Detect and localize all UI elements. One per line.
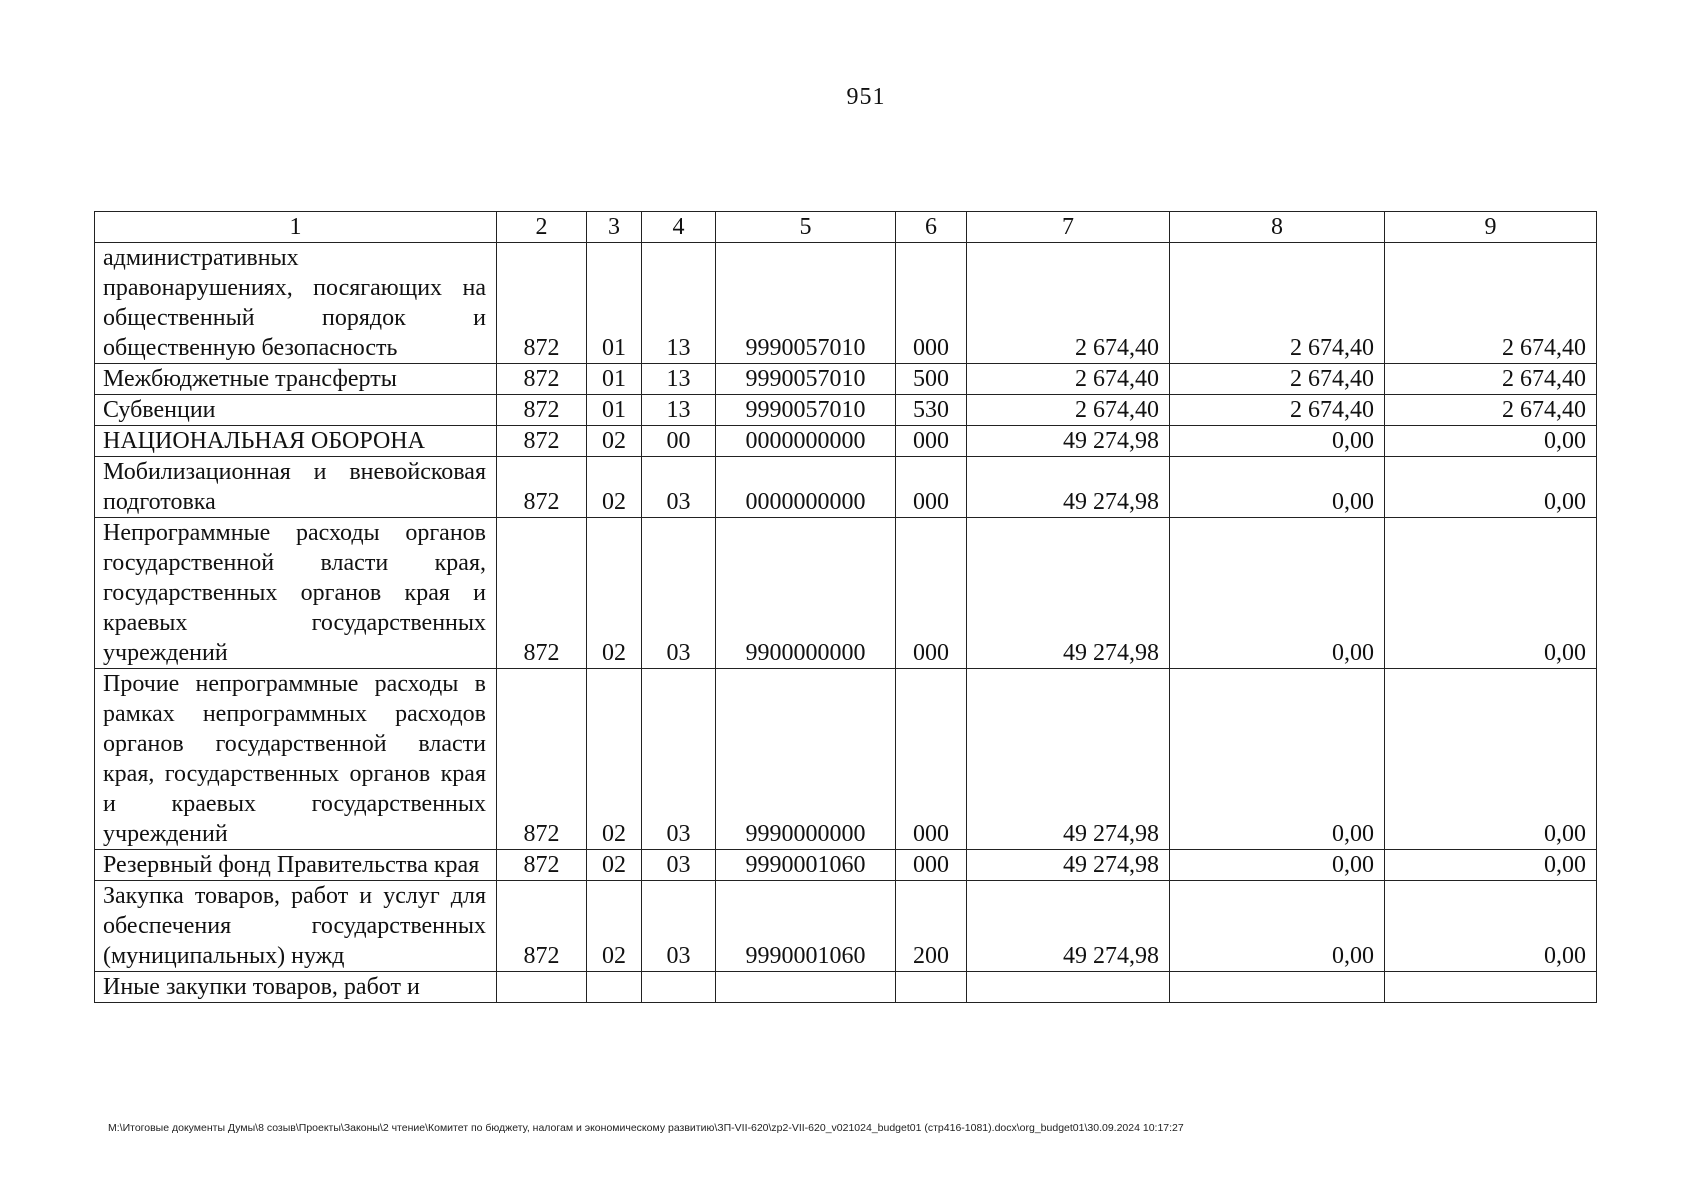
header-cell-6: 6: [896, 212, 967, 243]
row-amount-col8: [1170, 972, 1385, 1003]
row-section: 01: [587, 364, 642, 395]
row-name: Иные закупки товаров, работ и: [95, 972, 497, 1003]
row-subsection: 13: [642, 395, 716, 426]
header-row: [95, 212, 1597, 243]
row-subsection: 00: [642, 426, 716, 457]
row-amount-col7: 2 674,40: [967, 243, 1170, 364]
row-amount-col7: 49 274,98: [967, 518, 1170, 669]
row-expense-type: 530: [896, 395, 967, 426]
row-amount-col8: 0,00: [1170, 881, 1385, 972]
row-section: 02: [587, 850, 642, 881]
row-expense-type: 000: [896, 518, 967, 669]
row-admin-code: 872: [497, 669, 587, 850]
row-subsection: 13: [642, 243, 716, 364]
row-subsection: 03: [642, 850, 716, 881]
row-expense-type: 000: [896, 243, 967, 364]
row-amount-col9: 0,00: [1385, 881, 1597, 972]
row-expense-type: 000: [896, 457, 967, 518]
row-target-article: 9990057010: [716, 243, 896, 364]
row-name: административных правонарушениях, посягающих на общественный порядок и общественную безопасность: [95, 243, 497, 364]
row-amount-col8: 0,00: [1170, 426, 1385, 457]
header-cell-7: 7: [967, 212, 1170, 243]
row-target-article: 9990001060: [716, 881, 896, 972]
row-amount-col7: 2 674,40: [967, 364, 1170, 395]
row-subsection: 03: [642, 669, 716, 850]
row-amount-col9: 0,00: [1385, 426, 1597, 457]
row-target-article: 9990057010: [716, 395, 896, 426]
row-expense-type: 000: [896, 669, 967, 850]
row-amount-col8: 0,00: [1170, 518, 1385, 669]
row-section: 02: [587, 426, 642, 457]
row-admin-code: 872: [497, 395, 587, 426]
row-target-article: 0000000000: [716, 457, 896, 518]
table-row: [95, 972, 1597, 1003]
row-target-article: 9990057010: [716, 364, 896, 395]
row-expense-type: 000: [896, 850, 967, 881]
header-cell-3: 3: [587, 212, 642, 243]
header-cell-5: 5: [716, 212, 896, 243]
document-path-footer: M:\Итоговые документы Думы\8 созыв\Проекты\Законы\2 чтение\Комитет по бюджету, налогам и экономическому развитию\ЗП-VII-620\zp2-VII-620_v021024_budget01 (стр416-1081).docx\org_budget01\30.09.2024 10:17:27: [108, 1122, 1184, 1134]
row-amount-col9: 2 674,40: [1385, 243, 1597, 364]
row-target-article: 9900000000: [716, 518, 896, 669]
row-expense-type: 500: [896, 364, 967, 395]
page-number: 951: [846, 84, 886, 110]
row-amount-col9: 2 674,40: [1385, 364, 1597, 395]
row-amount-col7: 49 274,98: [967, 850, 1170, 881]
header-cell-1: 1: [95, 212, 497, 243]
row-amount-col9: 0,00: [1385, 669, 1597, 850]
row-section: 02: [587, 518, 642, 669]
row-admin-code: 872: [497, 243, 587, 364]
row-admin-code: 872: [497, 518, 587, 669]
row-amount-col7: [967, 972, 1170, 1003]
row-amount-col8: 2 674,40: [1170, 395, 1385, 426]
row-subsection: 03: [642, 457, 716, 518]
budget-table: [94, 211, 1597, 1003]
row-amount-col9: 2 674,40: [1385, 395, 1597, 426]
table-row: [95, 457, 1597, 518]
row-amount-col8: 0,00: [1170, 850, 1385, 881]
table-row: [95, 395, 1597, 426]
row-section: 02: [587, 457, 642, 518]
row-expense-type: [896, 972, 967, 1003]
row-name: Резервный фонд Правительства края: [95, 850, 497, 881]
row-subsection: 13: [642, 364, 716, 395]
row-admin-code: 872: [497, 426, 587, 457]
row-amount-col8: 0,00: [1170, 457, 1385, 518]
row-amount-col7: 49 274,98: [967, 457, 1170, 518]
table-row: [95, 426, 1597, 457]
row-admin-code: 872: [497, 457, 587, 518]
row-admin-code: 872: [497, 881, 587, 972]
row-amount-col8: 2 674,40: [1170, 243, 1385, 364]
header-cell-9: 9: [1385, 212, 1597, 243]
row-amount-col9: 0,00: [1385, 850, 1597, 881]
row-amount-col7: 49 274,98: [967, 426, 1170, 457]
row-amount-col7: 49 274,98: [967, 881, 1170, 972]
row-section: 01: [587, 243, 642, 364]
row-name: Прочие непрограммные расходы в рамках непрограммных расходов органов государственной власти края, государственных органов края и краевых государственных учреждений: [95, 669, 497, 850]
row-section: [587, 972, 642, 1003]
table-row: [95, 518, 1597, 669]
row-amount-col7: 2 674,40: [967, 395, 1170, 426]
row-amount-col9: 0,00: [1385, 518, 1597, 669]
row-expense-type: 000: [896, 426, 967, 457]
row-amount-col7: 49 274,98: [967, 669, 1170, 850]
table-row: [95, 669, 1597, 850]
row-admin-code: 872: [497, 364, 587, 395]
row-amount-col9: [1385, 972, 1597, 1003]
row-amount-col8: 2 674,40: [1170, 364, 1385, 395]
row-subsection: 03: [642, 518, 716, 669]
row-name: НАЦИОНАЛЬНАЯ ОБОРОНА: [95, 426, 497, 457]
row-admin-code: 872: [497, 850, 587, 881]
row-name: Мобилизационная и вневойсковая подготовка: [95, 457, 497, 518]
row-target-article: 0000000000: [716, 426, 896, 457]
row-admin-code: [497, 972, 587, 1003]
row-name: Закупка товаров, работ и услуг для обеспечения государственных (муниципальных) нужд: [95, 881, 497, 972]
header-cell-4: 4: [642, 212, 716, 243]
row-section: 02: [587, 669, 642, 850]
table-row: [95, 243, 1597, 364]
table-row: [95, 881, 1597, 972]
row-name: Непрограммные расходы органов государственной власти края, государственных органов края и краевых государственных учреждений: [95, 518, 497, 669]
row-target-article: [716, 972, 896, 1003]
row-name: Межбюджетные трансферты: [95, 364, 497, 395]
row-subsection: [642, 972, 716, 1003]
row-amount-col9: 0,00: [1385, 457, 1597, 518]
row-name: Субвенции: [95, 395, 497, 426]
header-cell-8: 8: [1170, 212, 1385, 243]
row-target-article: 9990001060: [716, 850, 896, 881]
row-subsection: 03: [642, 881, 716, 972]
header-cell-2: 2: [497, 212, 587, 243]
row-amount-col8: 0,00: [1170, 669, 1385, 850]
row-target-article: 9990000000: [716, 669, 896, 850]
table-row: [95, 850, 1597, 881]
row-expense-type: 200: [896, 881, 967, 972]
row-section: 01: [587, 395, 642, 426]
row-section: 02: [587, 881, 642, 972]
table-row: [95, 364, 1597, 395]
